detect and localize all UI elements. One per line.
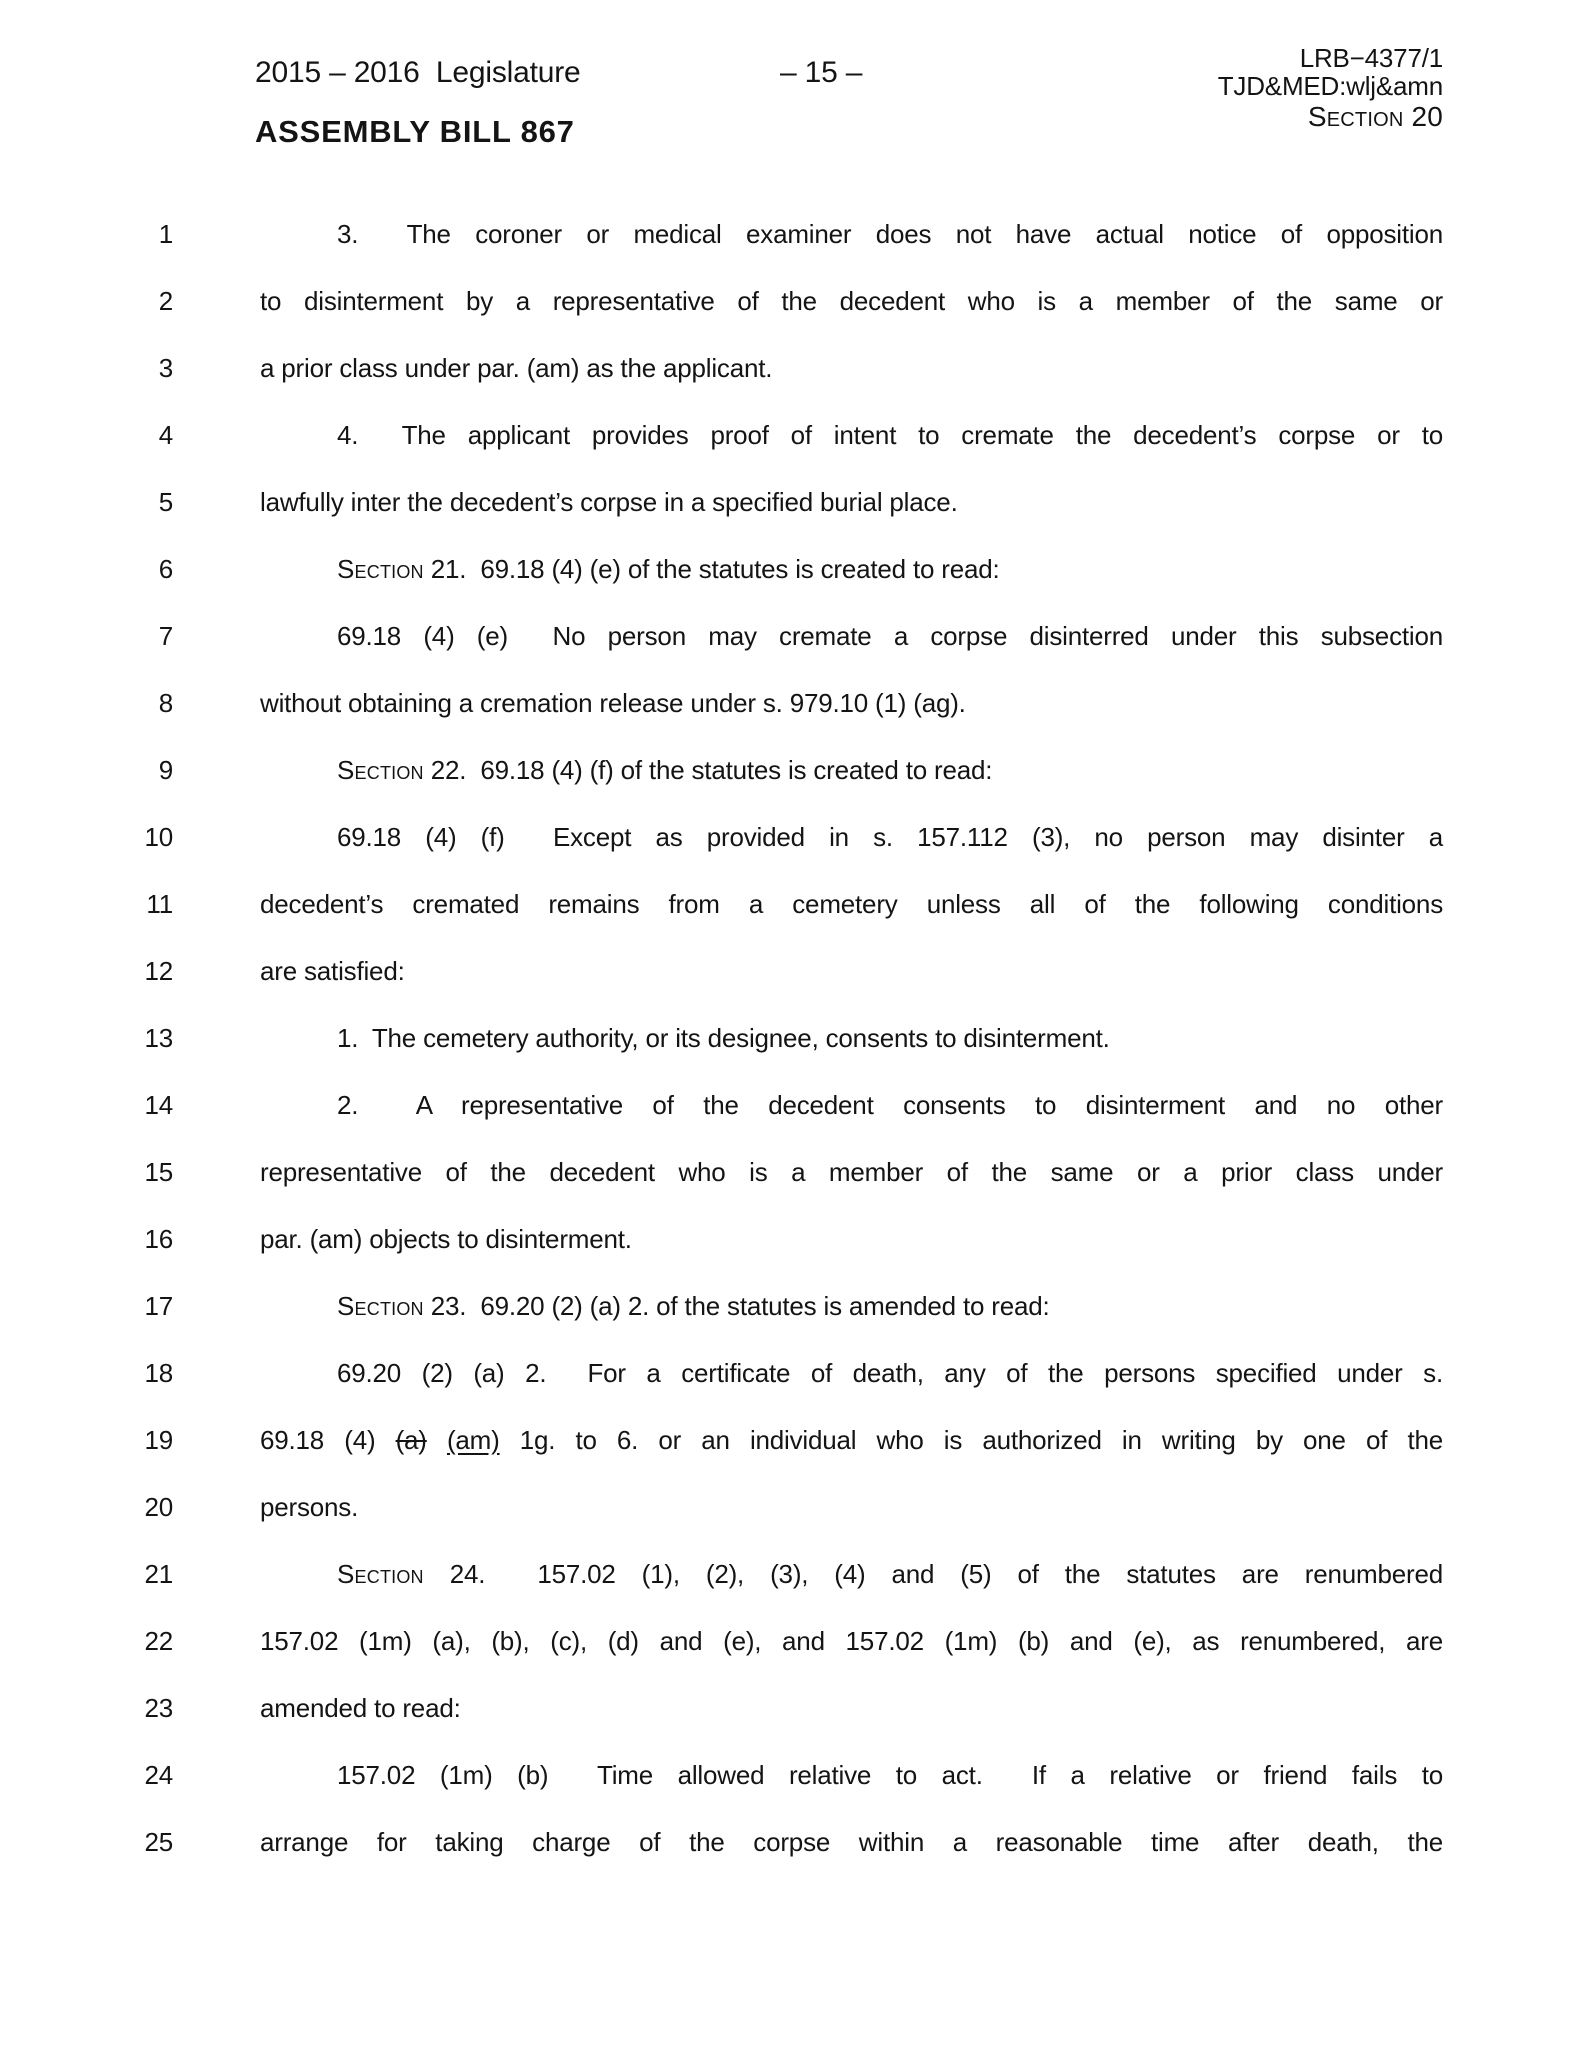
bill-line	[0, 955, 1583, 1022]
line-text	[260, 1692, 1443, 1759]
line-number: 13	[144, 1023, 173, 1053]
plain-text: arrange for taking charge of the corpse within a reasonable time after death, the	[260, 1827, 1443, 1857]
smallcaps-text: Section	[337, 755, 424, 785]
bill-line	[0, 285, 1583, 352]
plain-text: 1g. to 6. or an individual who is authorized in writing by one of the	[499, 1425, 1443, 1455]
line-text	[260, 955, 1443, 1022]
bill-line	[0, 687, 1583, 754]
line-number: 12	[144, 956, 173, 986]
line-text	[260, 1491, 1443, 1558]
line-text	[260, 1156, 1443, 1223]
line-text	[260, 620, 1443, 687]
header-page-number: – 15 –	[780, 56, 863, 89]
line-number: 6	[158, 554, 173, 584]
line-number: 3	[158, 353, 173, 383]
line-number: 18	[144, 1358, 173, 1388]
plain-text: lawfully inter the decedent’s corpse in a specified burial place.	[260, 487, 958, 517]
plain-text: par. (am) objects to disinterment.	[260, 1224, 632, 1254]
plain-text: representative of the decedent who is a member of the same or a prior class under	[260, 1157, 1443, 1187]
line-number: 10	[144, 822, 173, 852]
bill-line	[0, 553, 1583, 620]
line-text	[260, 352, 1443, 419]
plain-text: 4. The applicant provides proof of intent to cremate the decedent’s corpse or to	[337, 420, 1443, 450]
bill-line	[0, 1826, 1583, 1893]
plain-text	[427, 1425, 447, 1455]
line-text	[260, 754, 1443, 821]
line-text	[260, 1826, 1443, 1893]
bill-line	[0, 1424, 1583, 1491]
header-section-label: Section 20	[1307, 101, 1443, 132]
bill-line	[0, 1357, 1583, 1424]
line-number: 8	[158, 688, 173, 718]
header-legislature: 2015 – 2016 Legislature	[255, 56, 581, 89]
bill-line	[0, 1558, 1583, 1625]
line-text	[260, 1223, 1443, 1290]
plain-text: 69.20 (2) (a) 2. For a certificate of death, any of the persons specified under s.	[337, 1358, 1443, 1388]
line-text	[260, 821, 1443, 888]
line-number: 16	[144, 1224, 173, 1254]
plain-text: to disinterment by a representative of the decedent who is a member of the same or	[260, 286, 1443, 316]
bill-line	[0, 888, 1583, 955]
header-drafters: TJD&MED:wlj&amn	[1217, 71, 1443, 101]
bill-line	[0, 352, 1583, 419]
line-text	[260, 1022, 1443, 1089]
bill-line	[0, 1156, 1583, 1223]
line-text	[260, 486, 1443, 553]
line-number: 21	[144, 1559, 173, 1589]
line-number: 25	[144, 1827, 173, 1857]
plain-text: persons.	[260, 1492, 359, 1522]
line-text	[260, 1089, 1443, 1156]
line-text	[260, 888, 1443, 955]
bill-line	[0, 620, 1583, 687]
plain-text: 21. 69.18 (4) (e) of the statutes is created to read:	[423, 554, 1000, 584]
bill-title: ASSEMBLY BILL 867	[255, 114, 575, 149]
inserted-text: (am)	[446, 1425, 500, 1455]
line-text	[260, 1290, 1443, 1357]
line-text	[260, 218, 1443, 285]
plain-text: amended to read:	[260, 1693, 461, 1723]
plain-text: 1. The cemetery authority, or its designee, consents to disinterment.	[337, 1023, 1110, 1053]
bill-line	[0, 1491, 1583, 1558]
line-text	[260, 419, 1443, 486]
plain-text: 157.02 (1m) (a), (b), (c), (d) and (e), and 157.02 (1m) (b) and (e), as renumbered, are	[260, 1626, 1443, 1656]
bill-line	[0, 1290, 1583, 1357]
struck-text: (a)	[395, 1425, 427, 1455]
bill-line	[0, 1022, 1583, 1089]
plain-text: decedent’s cremated remains from a cemetery unless all of the following conditions	[260, 889, 1443, 919]
line-number: 17	[144, 1291, 173, 1321]
bill-line	[0, 754, 1583, 821]
bill-line	[0, 1692, 1583, 1759]
bill-line	[0, 1089, 1583, 1156]
line-text	[260, 285, 1443, 352]
bill-line	[0, 821, 1583, 888]
plain-text: 69.18 (4) (f) Except as provided in s. 157.112 (3), no person may disinter a	[337, 822, 1443, 852]
plain-text: 22. 69.18 (4) (f) of the statutes is created to read:	[423, 755, 993, 785]
line-number: 9	[158, 755, 173, 785]
bill-line	[0, 1223, 1583, 1290]
line-number: 4	[158, 420, 173, 450]
line-text	[260, 687, 1443, 754]
line-text	[260, 1357, 1443, 1424]
plain-text: 24. 157.02 (1), (2), (3), (4) and (5) of the statutes are renumbered	[423, 1559, 1443, 1589]
line-number: 1	[158, 219, 173, 249]
smallcaps-text: Section	[337, 1559, 424, 1589]
line-number: 23	[144, 1693, 173, 1723]
line-number: 5	[158, 487, 173, 517]
line-number: 7	[158, 621, 173, 651]
line-number: 24	[144, 1760, 173, 1790]
line-number: 15	[144, 1157, 173, 1187]
header-lrb-number: LRB−4377/1	[1299, 43, 1443, 73]
line-number: 19	[144, 1425, 173, 1455]
line-text	[260, 1759, 1443, 1826]
plain-text: a prior class under par. (am) as the applicant.	[260, 353, 773, 383]
bill-line	[0, 419, 1583, 486]
plain-text: 3. The coroner or medical examiner does not have actual notice of opposition	[337, 219, 1443, 249]
smallcaps-text: Section	[337, 1291, 424, 1321]
line-text	[260, 1558, 1443, 1625]
line-number: 20	[144, 1492, 173, 1522]
plain-text: 157.02 (1m) (b) Time allowed relative to act. If a relative or friend fails to	[337, 1760, 1443, 1790]
header-right-block	[1218, 44, 1443, 131]
line-number: 22	[144, 1626, 173, 1656]
plain-text: 69.18 (4)	[260, 1425, 396, 1455]
plain-text: 2. A representative of the decedent consents to disinterment and no other	[337, 1090, 1443, 1120]
plain-text: are satisfied:	[260, 956, 405, 986]
bill-line	[0, 1625, 1583, 1692]
line-text	[260, 553, 1443, 620]
bill-line	[0, 1759, 1583, 1826]
line-text	[260, 1424, 1443, 1491]
smallcaps-text: Section	[337, 554, 424, 584]
plain-text: 69.18 (4) (e) No person may cremate a corpse disinterred under this subsection	[337, 621, 1443, 651]
line-number: 14	[144, 1090, 173, 1120]
bill-lines	[0, 218, 1583, 1893]
line-number: 11	[146, 889, 173, 919]
line-number: 2	[158, 286, 173, 316]
plain-text: without obtaining a cremation release under s. 979.10 (1) (ag).	[260, 688, 966, 718]
bill-line	[0, 218, 1583, 285]
line-text	[260, 1625, 1443, 1692]
bill-line	[0, 486, 1583, 553]
plain-text: 23. 69.20 (2) (a) 2. of the statutes is amended to read:	[423, 1291, 1050, 1321]
